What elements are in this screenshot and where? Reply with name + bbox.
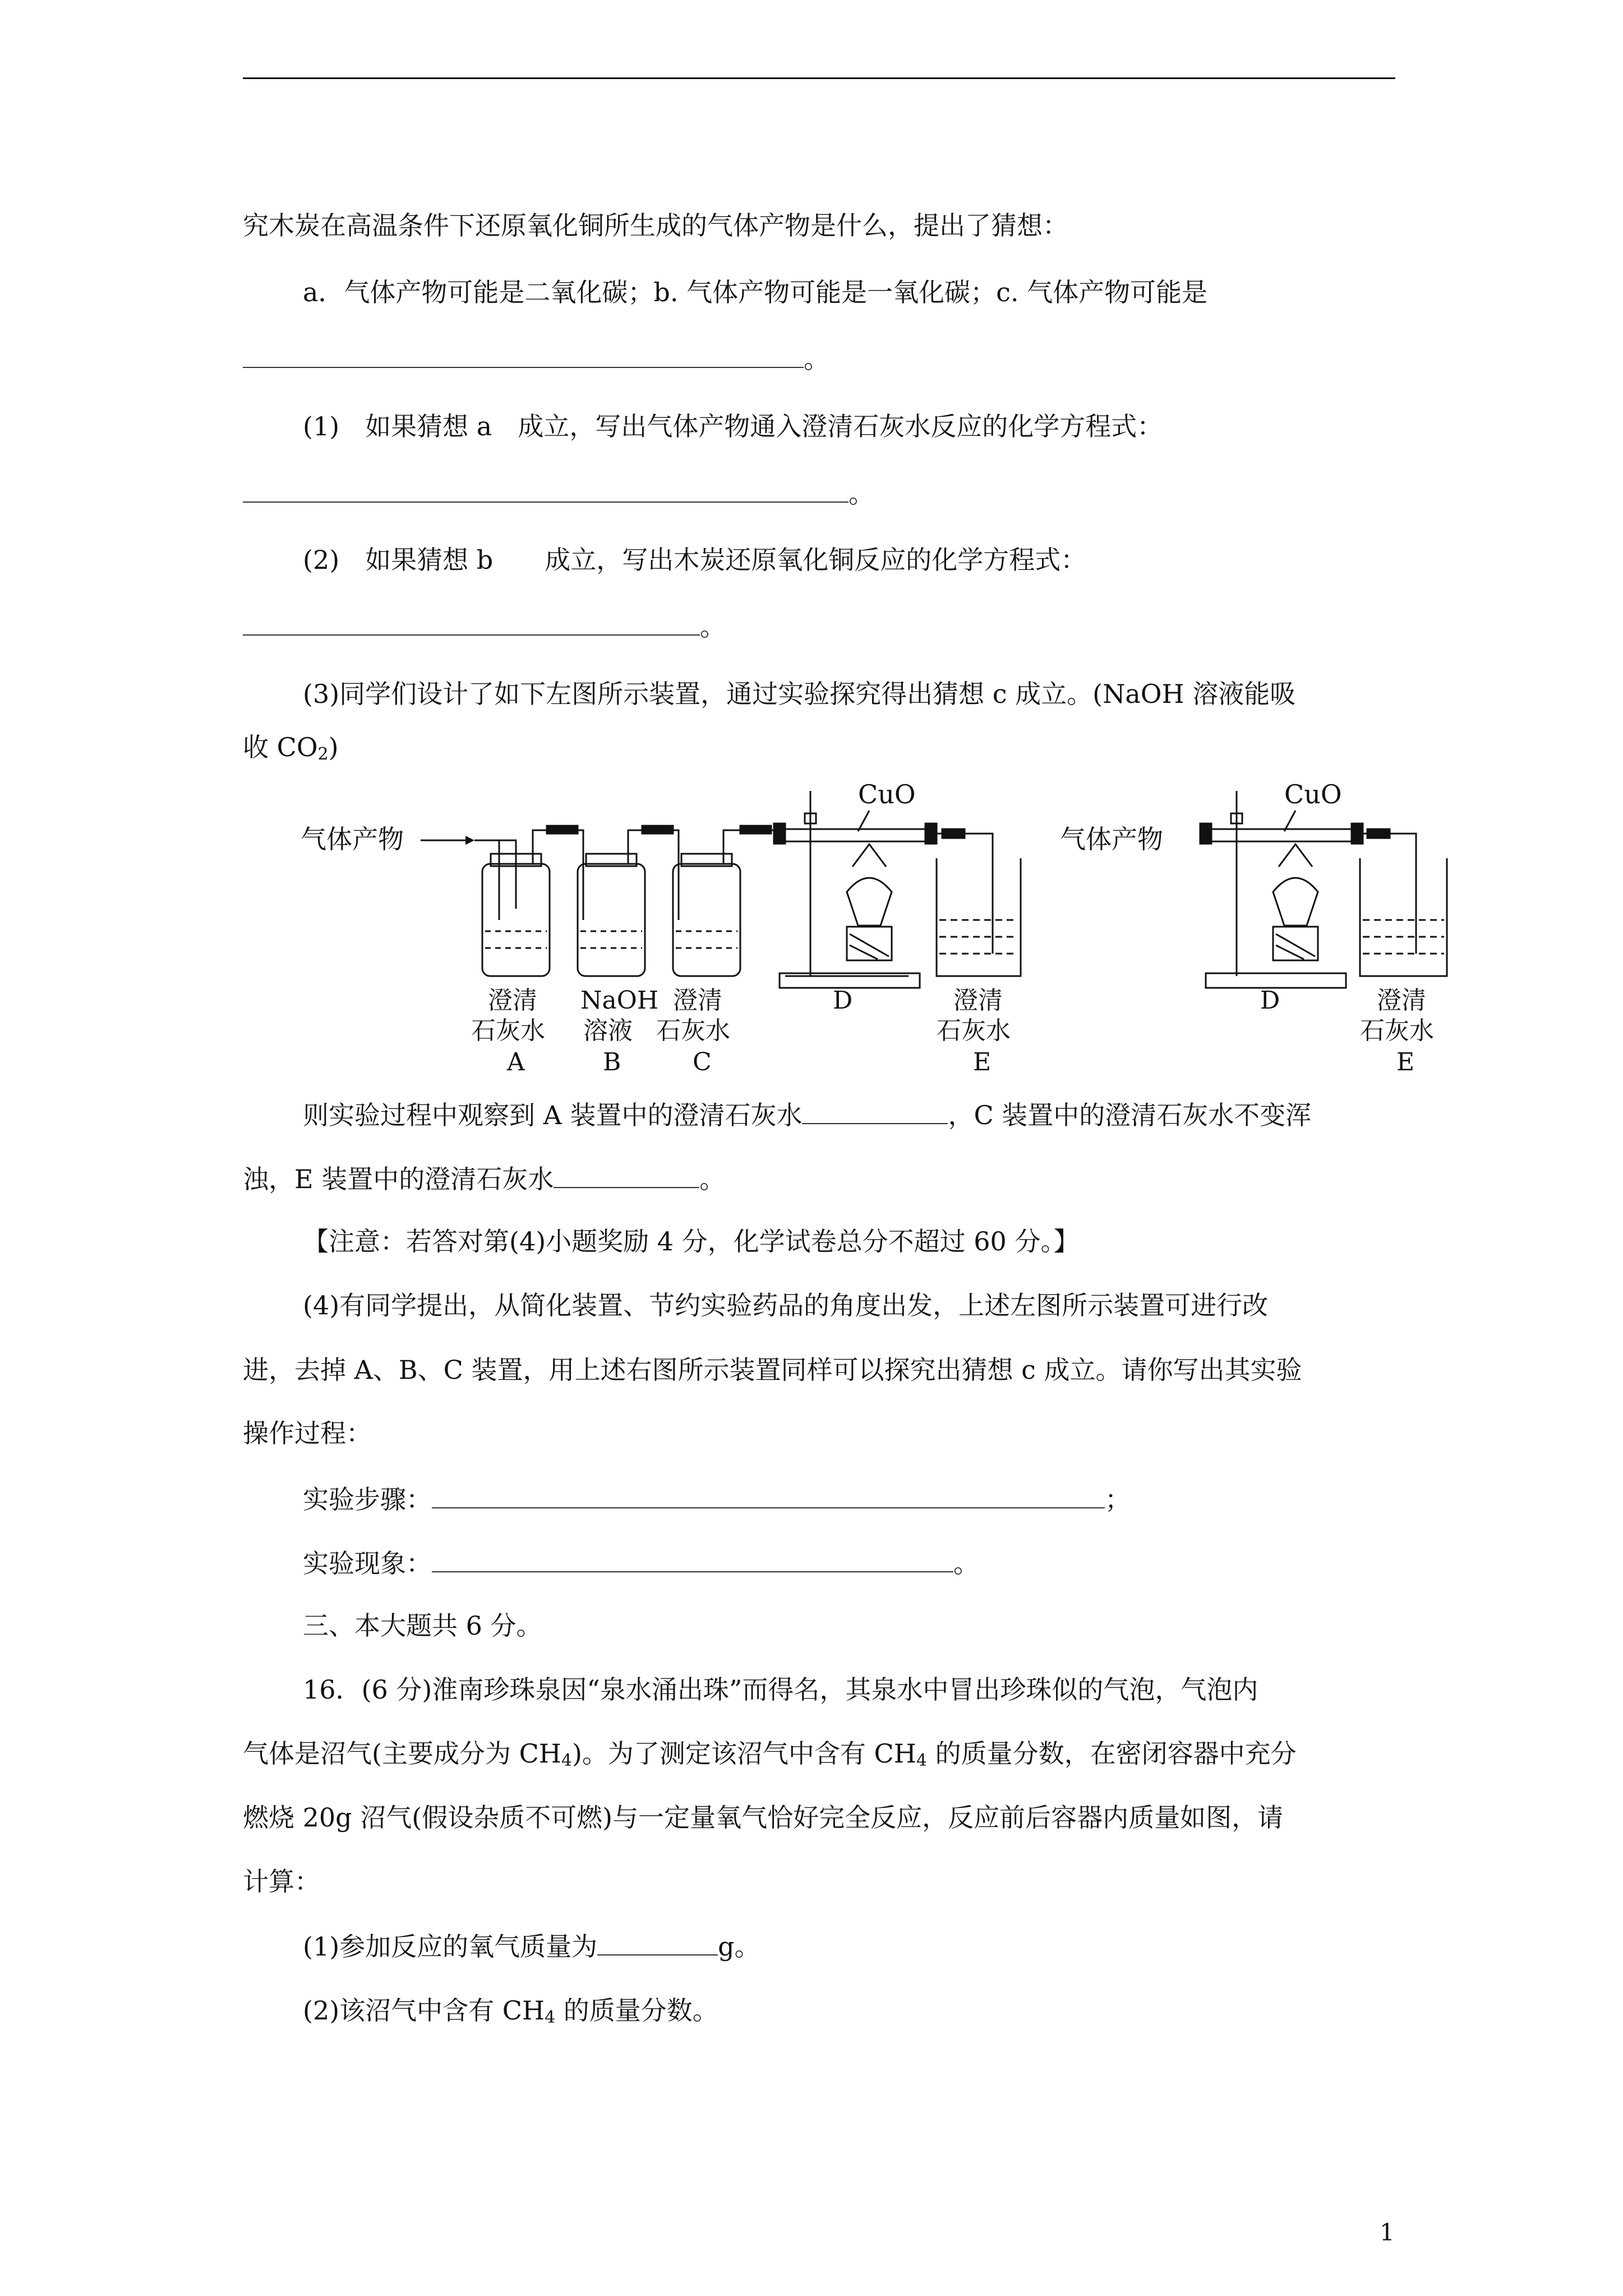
experiment-steps: 实验步骤： ； bbox=[303, 1483, 1131, 1516]
svg-text:D: D bbox=[833, 986, 853, 1015]
svg-text:C: C bbox=[693, 1048, 712, 1071]
svg-text:石灰水: 石灰水 bbox=[471, 1016, 545, 1045]
answer-blank[interactable] bbox=[802, 1098, 948, 1124]
question-2-answer: 。 bbox=[243, 610, 726, 643]
answer-blank[interactable] bbox=[243, 477, 849, 503]
cuo-label: CuO bbox=[858, 780, 916, 809]
intro-line: 究木炭在高温条件下还原氧化铜所生成的气体产物是什么，提出了猜想： bbox=[243, 210, 1068, 241]
svg-text:A: A bbox=[507, 1048, 525, 1071]
svg-text:E: E bbox=[1396, 1048, 1415, 1071]
svg-text:澄清: 澄清 bbox=[488, 986, 537, 1015]
question-4-cont2: 操作过程： bbox=[243, 1418, 372, 1448]
question-3: (3)同学们设计了如下左图所示装置，通过实验探究得出猜想 c 成立。(NaOH 溶液能吸 bbox=[303, 679, 1296, 709]
gas-input-label: 气体产物 bbox=[301, 824, 404, 854]
svg-text:石灰水: 石灰水 bbox=[937, 1016, 1011, 1045]
bottle-b bbox=[578, 854, 645, 976]
svg-text:D: D bbox=[1260, 986, 1280, 1015]
svg-text:澄清: 澄清 bbox=[1377, 986, 1426, 1015]
answer-blank[interactable] bbox=[597, 1930, 718, 1955]
svg-text:澄清: 澄清 bbox=[673, 986, 722, 1015]
svg-text:溶液: 溶液 bbox=[583, 1016, 633, 1045]
question-4-cont: 进，去掉 A、B、C 装置，用上述右图所示装置同样可以探究出猜想 c 成立。请你写出其实验 bbox=[243, 1355, 1302, 1385]
answer-blank[interactable] bbox=[243, 610, 700, 636]
answer-blank[interactable] bbox=[554, 1162, 699, 1188]
problem-16-cont2: 燃烧 20g 沼气(假设杂质不可燃)与一定量氧气恰好完全反应，反应前后容器内质量如图，请 bbox=[243, 1802, 1284, 1833]
observation-line-1: 则实验过程中观察到 A 装置中的澄清石灰水 ，C 装置中的澄清石灰水不变浑 bbox=[303, 1098, 1311, 1132]
apparatus-d bbox=[774, 780, 937, 988]
problem-16-q1: (1)参加反应的氧气质量为 g。 bbox=[303, 1930, 760, 1963]
svg-text:石灰水: 石灰水 bbox=[656, 1016, 730, 1045]
apparatus-d-right bbox=[1200, 780, 1363, 988]
apparatus-diagram bbox=[292, 780, 1475, 1071]
gas-input-label-right: 气体产物 bbox=[1060, 824, 1163, 854]
svg-text:石灰水: 石灰水 bbox=[1360, 1016, 1434, 1045]
observation-line-2: 浊，E 装置中的澄清石灰水 。 bbox=[243, 1162, 725, 1196]
hypotheses-line: a．气体产物可能是二氧化碳；b. 气体产物可能是一氧化碳；c. 气体产物可能是 bbox=[303, 277, 1208, 307]
beaker-e-right bbox=[1360, 858, 1447, 976]
answer-blank[interactable] bbox=[243, 342, 804, 368]
question-1-answer: 。 bbox=[243, 477, 874, 510]
problem-16-q2: (2)该沼气中含有 $CH_4$ 的质量分数。 bbox=[303, 1995, 718, 2027]
cuo-label-right: CuO bbox=[1284, 780, 1342, 809]
problem-16-cont: 气体是沼气(主要成分为 $CH_4$)。为了测定该沼气中含有 $CH_4$ 的质量分数，在密闭容器中充分 bbox=[243, 1738, 1297, 1770]
bottle-c bbox=[673, 854, 740, 976]
experiment-phenomena: 实验现象： 。 bbox=[303, 1547, 979, 1580]
problem-16-cont3: 计算： bbox=[243, 1866, 320, 1897]
header-rule bbox=[243, 77, 1395, 79]
svg-text:B: B bbox=[603, 1048, 621, 1071]
answer-blank[interactable] bbox=[432, 1483, 1105, 1508]
answer-blank[interactable] bbox=[432, 1547, 953, 1572]
section-3-heading: 三、本大题共 6 分。 bbox=[303, 1611, 542, 1641]
question-2: (2) 如果猜想 b 成立，写出木炭还原氧化铜反应的化学方程式： bbox=[303, 545, 1087, 575]
svg-text:澄清: 澄清 bbox=[953, 986, 1003, 1015]
bonus-note: 【注意：若答对第(4)小题奖励 4 分，化学试卷总分不超过 60 分。】 bbox=[303, 1226, 1080, 1257]
question-3-cont: 收 $CO_2$) bbox=[243, 732, 339, 764]
page-number: 1 bbox=[1380, 2219, 1395, 2246]
question-4: (4)有同学提出，从简化装置、节约实验药品的角度出发，上述左图所示装置可进行改 bbox=[303, 1290, 1269, 1320]
question-1: (1) 如果猜想 a 成立，写出气体产物通入澄清石灰水反应的化学方程式： bbox=[303, 411, 1163, 441]
svg-text:E: E bbox=[973, 1048, 992, 1071]
problem-16: 16．(6 分)淮南珍珠泉因“泉水涌出珠”而得名，其泉水中冒出珍珠似的气泡，气泡内 bbox=[303, 1674, 1258, 1705]
hypothesis-c-answer: 。 bbox=[243, 342, 829, 376]
beaker-e bbox=[937, 858, 1021, 976]
svg-text:NaOH: NaOH bbox=[580, 986, 659, 1015]
